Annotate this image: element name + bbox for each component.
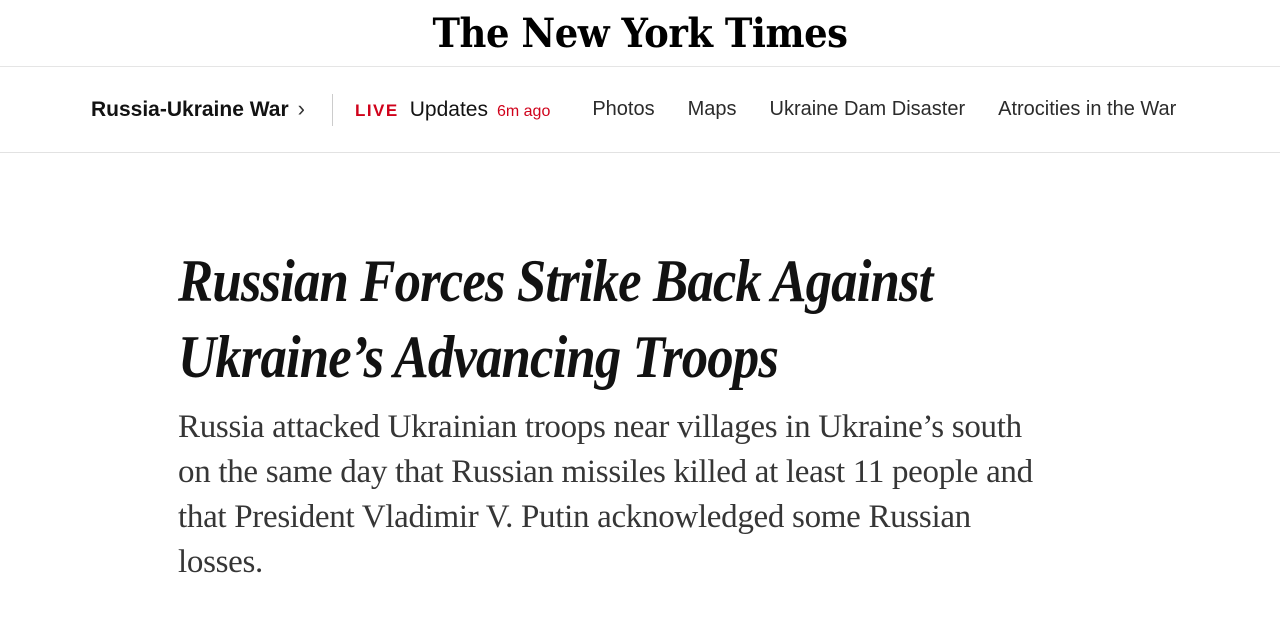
summary-line: on the same day that Russian missiles killed at least 11 people and [178, 454, 1033, 490]
summary-line: losses. [178, 544, 263, 580]
live-updates-link[interactable] [355, 98, 550, 122]
nav-vertical-divider [332, 94, 333, 126]
section-nav [0, 67, 1280, 153]
article [0, 153, 1280, 585]
headline-line: Russian Forces Strike Back Against [178, 248, 933, 314]
masthead [0, 0, 1280, 67]
nav-item-photos[interactable]: Photos [592, 98, 655, 120]
summary-line: that President Vladimir V. Putin acknowledged some Russian [178, 499, 971, 535]
article-summary [178, 405, 1280, 585]
article-headline [178, 243, 1280, 395]
chevron-right-icon: › [297, 95, 305, 121]
summary-line: Russia attacked Ukrainian troops near villages in Ukraine’s south [178, 409, 1022, 445]
nav-items [592, 98, 1176, 121]
nav-item-ukraine-dam-disaster[interactable]: Ukraine Dam Disaster [769, 98, 966, 120]
nav-item-maps[interactable]: Maps [687, 98, 737, 120]
nyt-logo[interactable]: The New York Times [432, 9, 848, 57]
nav-item-atrocities-in-the-war[interactable]: Atrocities in the War [998, 98, 1177, 120]
section-title-link[interactable] [91, 97, 305, 123]
section-title-label: Russia-Ukraine War [91, 97, 289, 121]
headline-line: Ukraine’s Advancing Troops [178, 324, 778, 390]
live-time-ago: 6m ago [496, 102, 551, 120]
live-badge: LIVE [354, 100, 399, 120]
live-updates-label: Updates [409, 97, 488, 121]
